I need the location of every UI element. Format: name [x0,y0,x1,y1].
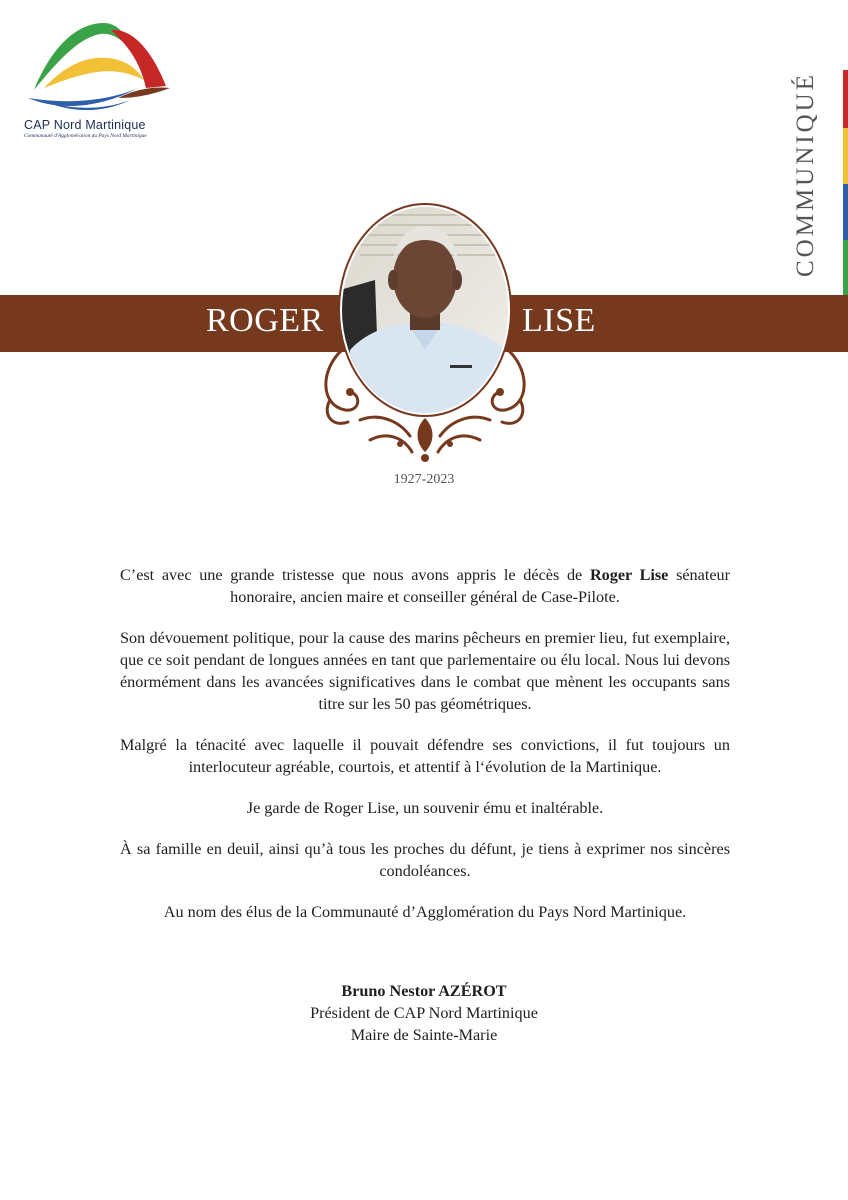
stripe-green [843,240,848,296]
paragraph-4: Je garde de Roger Lise, un souvenir ému et inaltérable. [246,799,604,817]
logo-name: CAP Nord Martinique [24,118,146,132]
communique-body [120,564,730,942]
paragraph-2: Son dévouement politique, pour la cause des marins pêcheurs en premier lieu, fut exemplaire, que ce soit pendant de longues années en tant que parlementaire ou élu local. Nous lui devons énormément dans les avancées significatives dans le combat que mènent les occupants sans titre sur les 50 pas géométriques. [120,629,730,713]
portrait-photo-icon [300,200,550,470]
cap-nord-logo [22,18,182,143]
stripe-yellow [843,128,848,184]
stripe-blue [843,184,848,240]
banner-last-name: LISE [522,302,596,339]
signatory-title: Président de CAP Nord Martinique [310,1004,538,1022]
life-dates: 1927-2023 [393,472,455,487]
stripe-red [843,70,848,128]
communique-text: COMMUNIQUÉ [792,72,819,278]
paragraph-6: Au nom des élus de la Communauté d’Agglomération du Pays Nord Martinique. [163,903,687,921]
paragraph-1-titles: sénateur honoraire, ancien maire et conseiller général de Case-Pilote. [230,566,731,606]
paragraph-1 [120,564,730,608]
signatory-name: Bruno Nestor AZÉROT [341,982,507,1000]
paragraph-1-intro: C’est avec une grande tristesse que nous avons appris le décès de [120,566,590,584]
signature-block [0,980,848,1046]
portrait-medallion [300,200,550,475]
paragraph-3: Malgré la ténacité avec laquelle il pouvait défendre ses convictions, il fut toujours un interlocuteur agréable, courtois, et attentif à l‘évolution de la Martinique. [120,736,730,776]
banner-first-name: ROGER [206,302,324,339]
signatory-role: Maire de Sainte-Marie [350,1026,498,1044]
logo-subtitle: Communauté d'Agglomération du Pays Nord Martinique [24,133,147,139]
logo-mark-icon [26,18,176,118]
communique-label [770,70,840,290]
deceased-name: Roger Lise [589,566,669,584]
paragraph-5: À sa famille en deuil, ainsi qu’à tous les proches du défunt, je tiens à exprimer nos sincères condoléances. [120,840,730,880]
